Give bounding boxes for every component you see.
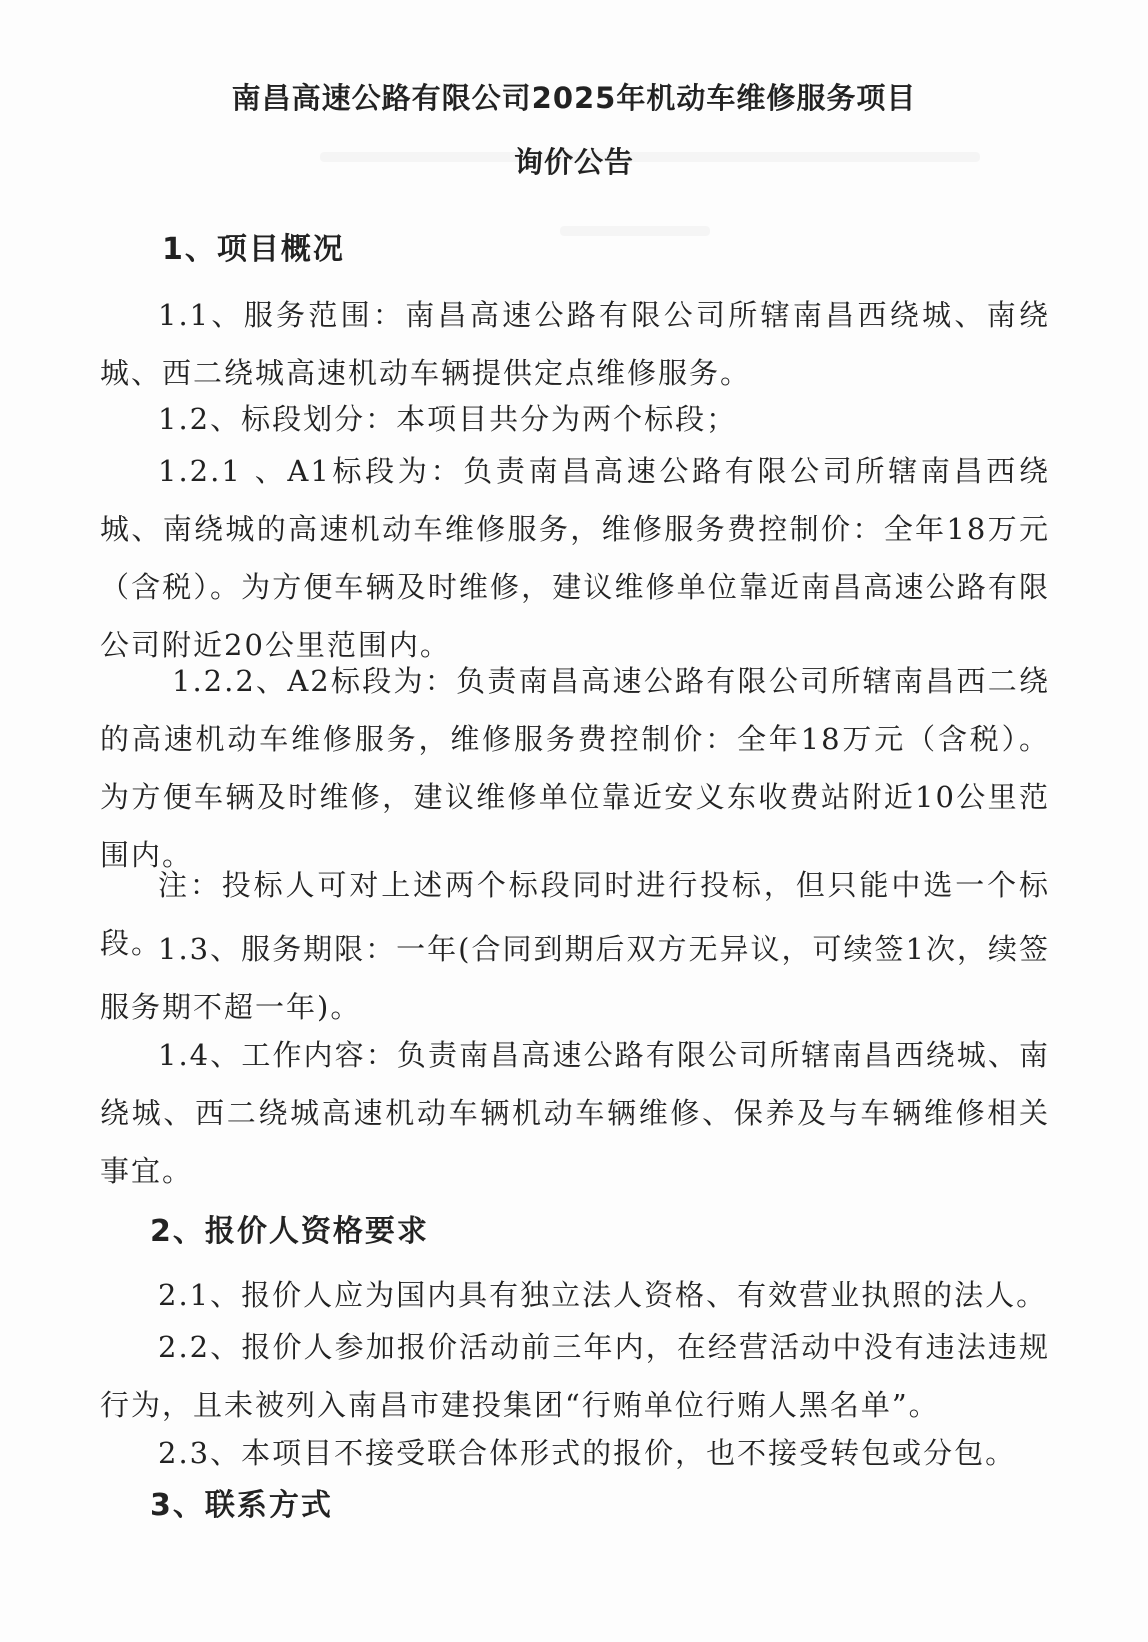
paragraph-1-2: 1.2、标段划分：本项目共分为两个标段； bbox=[158, 402, 738, 436]
section-1-heading: 1、项目概况 bbox=[162, 232, 345, 267]
document-title: 南昌高速公路有限公司2025年机动车维修服务项目 bbox=[231, 81, 917, 115]
paragraph-2-1: 2.1、报价人应为国内具有独立法人资格、有效营业执照的法人。 bbox=[158, 1278, 1048, 1312]
scan-artifact bbox=[560, 226, 710, 236]
paragraph-1-3: 1.3、服务期限：一年(合同到期后双方无异议，可续签1次，续签服务期不超一年)。 bbox=[100, 932, 1050, 1024]
paragraph-2-2: 2.2、报价人参加报价活动前三年内，在经营活动中没有违法违规行为，且未被列入南昌市建投集团“行贿单位行贿人黑名单”。 bbox=[100, 1330, 1050, 1422]
section-3-heading: 3、联系方式 bbox=[150, 1488, 333, 1523]
paragraph-1-2-1: 1.2.1 、A1标段为：负责南昌高速公路有限公司所辖南昌西绕城、南绕城的高速机动车维修服务，维修服务费控制价：全年18万元（含税）。为方便车辆及时维修，建议维修单位靠近南昌高速公路有限公司附近20公里范围内。 bbox=[100, 454, 1050, 662]
paragraph-1-4: 1.4、工作内容：负责南昌高速公路有限公司所辖南昌西绕城、南绕城、西二绕城高速机动车辆机动车辆维修、保养及与车辆维修相关事宜。 bbox=[100, 1038, 1050, 1188]
note-paragraph: 注：投标人可对上述两个标段同时进行投标，但只能中选一个标段。 bbox=[100, 868, 1050, 960]
paragraph-1-2-2: 1.2.2、A2标段为：负责南昌高速公路有限公司所辖南昌西二绕的高速机动车维修服务，维修服务费控制价：全年18万元（含税）。为方便车辆及时维修，建议维修单位靠近安义东收费站附近10公里范围内。 bbox=[100, 664, 1050, 872]
section-2-heading: 2、报价人资格要求 bbox=[150, 1214, 429, 1249]
document-subtitle: 询价公告 bbox=[513, 145, 634, 179]
paragraph-1-1: 1.1、服务范围：南昌高速公路有限公司所辖南昌西绕城、南绕城、西二绕城高速机动车辆提供定点维修服务。 bbox=[100, 298, 1050, 390]
paragraph-2-3: 2.3、本项目不接受联合体形式的报价，也不接受转包或分包。 bbox=[158, 1436, 1017, 1470]
